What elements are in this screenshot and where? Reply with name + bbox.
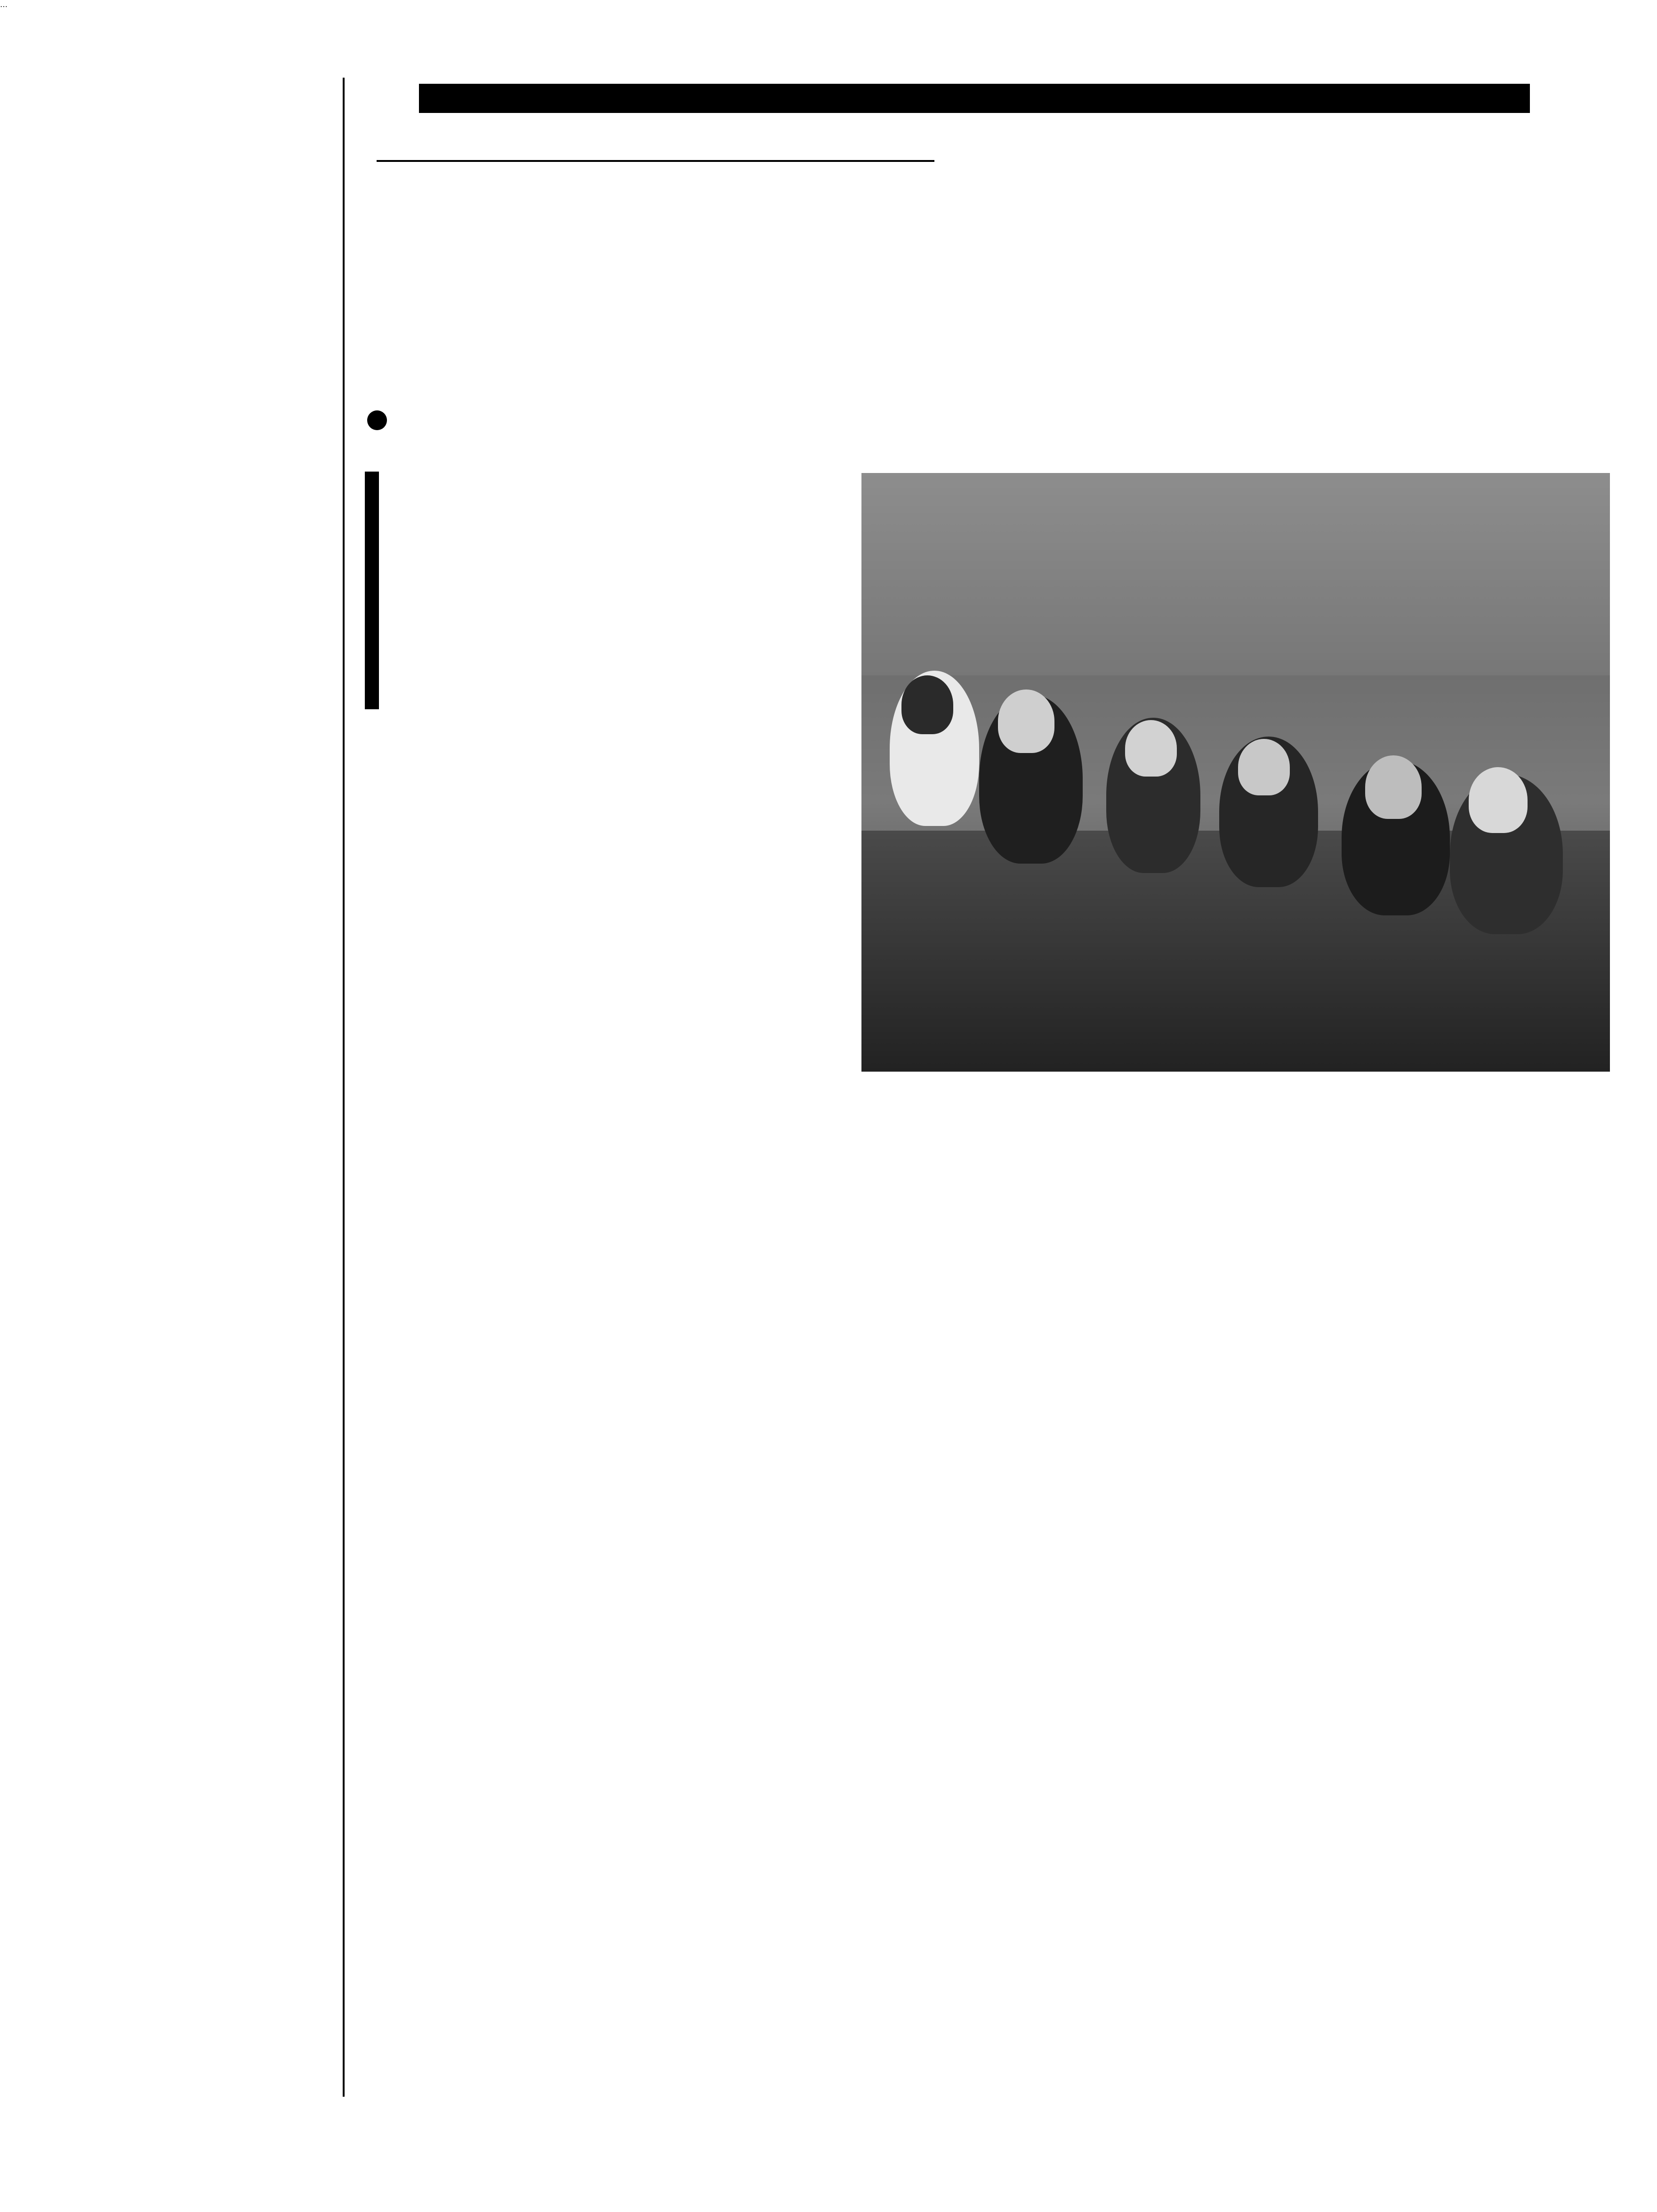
photo-wall: [861, 473, 1610, 675]
bullet-dot: [367, 410, 387, 430]
top-bar: [419, 84, 1530, 113]
photo-figure: [1125, 720, 1177, 777]
photo: [861, 473, 1610, 1072]
lead-bar: [365, 472, 379, 709]
sidebar-divider: [343, 78, 345, 2097]
photo-figure: [1238, 739, 1290, 795]
photo-figure: [1365, 755, 1422, 819]
photo-figure: [901, 675, 953, 734]
photo-figure: [998, 689, 1054, 753]
photo-figure: [1469, 767, 1528, 833]
kicker-underline: [377, 160, 934, 162]
